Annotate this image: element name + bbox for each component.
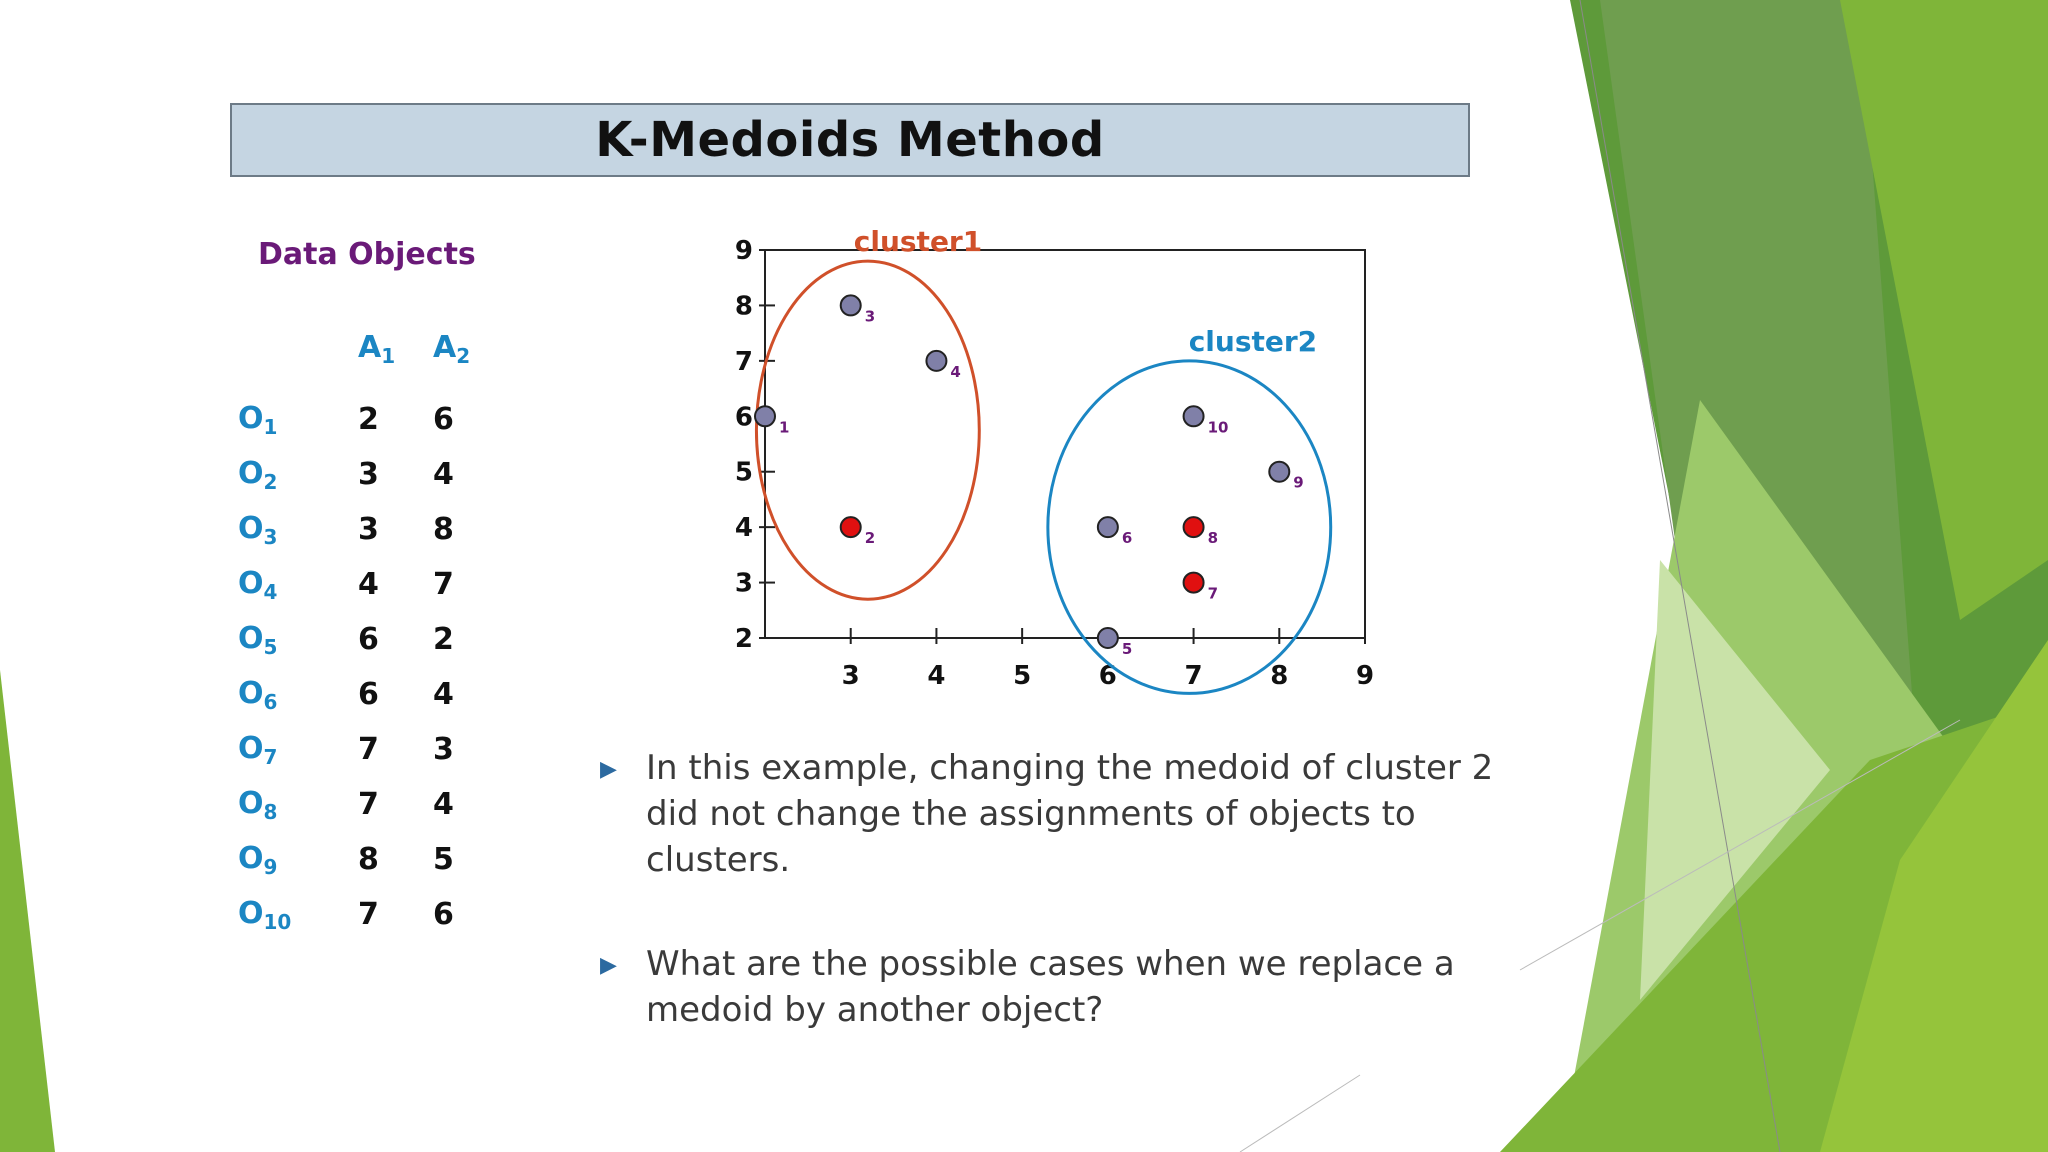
cell-a1: 4 [358,567,379,602]
cell-a1: 6 [358,622,379,657]
row-label: $O_9$ [238,840,278,879]
cluster-label: cluster2 [1188,324,1318,358]
row-label: $O_3$ [238,510,278,549]
point-label: 3 [864,307,876,326]
cell-a1: 7 [358,732,379,767]
column-header-a1: $A_1$ [358,330,396,368]
table-row [238,722,493,777]
bullet-item [600,941,1500,1033]
table-row [238,502,493,557]
point-label: 1 [779,418,790,437]
triangle-bullet-icon: ▶ [600,757,617,782]
bullet-text: What are the possible cases when we replace a medoid by another object? [646,944,1455,1030]
cell-a1: 3 [358,512,379,547]
cell-a2: 5 [433,842,454,877]
x-tick-label: 6 [1098,661,1117,691]
row-label: $O_7$ [238,730,278,769]
x-tick-label: 8 [1270,661,1289,691]
data-point [926,351,946,371]
row-label: $O_8$ [238,785,278,824]
data-point [1098,517,1118,537]
cell-a2: 6 [433,897,454,932]
scatter-chart [720,220,1420,730]
title-bar [230,103,1470,177]
table-row [238,392,493,447]
x-tick-label: 5 [1013,661,1032,691]
data-point [841,295,861,315]
x-tick-label: 7 [1184,661,1203,691]
cell-a2: 2 [433,622,454,657]
y-tick-label: 6 [734,402,753,433]
medoid-point [1184,517,1204,537]
cell-a2: 4 [433,677,454,712]
point-label: 10 [1207,418,1229,437]
cell-a2: 6 [433,402,454,437]
data-objects-table [238,330,493,942]
data-point [1098,628,1118,648]
row-label: $O_{10}$ [238,895,292,934]
table-row [238,557,493,612]
row-label: $O_2$ [238,455,278,494]
cell-a1: 7 [358,897,379,932]
medoid-point [841,517,861,537]
point-label: 6 [1121,529,1133,548]
column-header-a2: $A_2$ [433,330,471,368]
cell-a1: 2 [358,402,379,437]
triangle-bullet-icon: ▶ [600,953,617,978]
table-row [238,667,493,722]
row-label: $O_5$ [238,620,278,659]
y-tick-label: 8 [734,291,753,322]
table-row [238,832,493,887]
y-tick-label: 2 [734,624,753,654]
cell-a1: 8 [358,842,379,877]
point-label: 9 [1293,473,1304,492]
cell-a1: 7 [358,787,379,822]
point-label: 7 [1207,584,1219,603]
data-objects-heading: Data Objects [258,237,476,272]
cell-a1: 6 [358,677,379,712]
x-tick-label: 9 [1355,661,1375,691]
x-tick-label: 4 [927,661,946,691]
bullet-text: In this example, changing the medoid of cluster 2 did not change the assignments of objects to clusters. [646,748,1494,880]
green-shape-left [0,670,55,1152]
cell-a1: 3 [358,457,379,492]
medoid-point [1184,573,1204,593]
point-label: 2 [864,529,876,548]
data-point [755,406,775,426]
table-header-row [238,330,493,392]
table-row [238,777,493,832]
cell-a2: 7 [433,567,454,602]
point-label: 8 [1207,529,1219,548]
y-tick-label: 3 [734,568,753,599]
bullet-item [600,745,1500,883]
y-tick-label: 5 [734,457,753,488]
cell-a2: 8 [433,512,454,547]
data-point [1184,406,1204,426]
point-label: 5 [1121,640,1133,658]
x-tick-label: 3 [841,661,860,691]
cluster-label: cluster1 [853,225,983,259]
table-row [238,612,493,667]
table-corner [238,330,358,392]
cell-a2: 3 [433,732,454,767]
data-point [1269,462,1289,482]
table-row [238,447,493,502]
bullet-list [600,745,1500,1091]
table-row [238,887,493,942]
y-tick-label: 7 [734,346,753,377]
point-label: 4 [950,362,961,381]
cell-a2: 4 [433,457,454,492]
cell-a2: 4 [433,787,454,822]
slide-title: K-Medoids Method [595,112,1105,168]
row-label: $O_4$ [238,565,278,604]
y-tick-label: 4 [734,513,753,544]
row-label: $O_1$ [238,400,278,439]
row-label: $O_6$ [238,675,278,714]
y-tick-label: 9 [734,236,753,266]
